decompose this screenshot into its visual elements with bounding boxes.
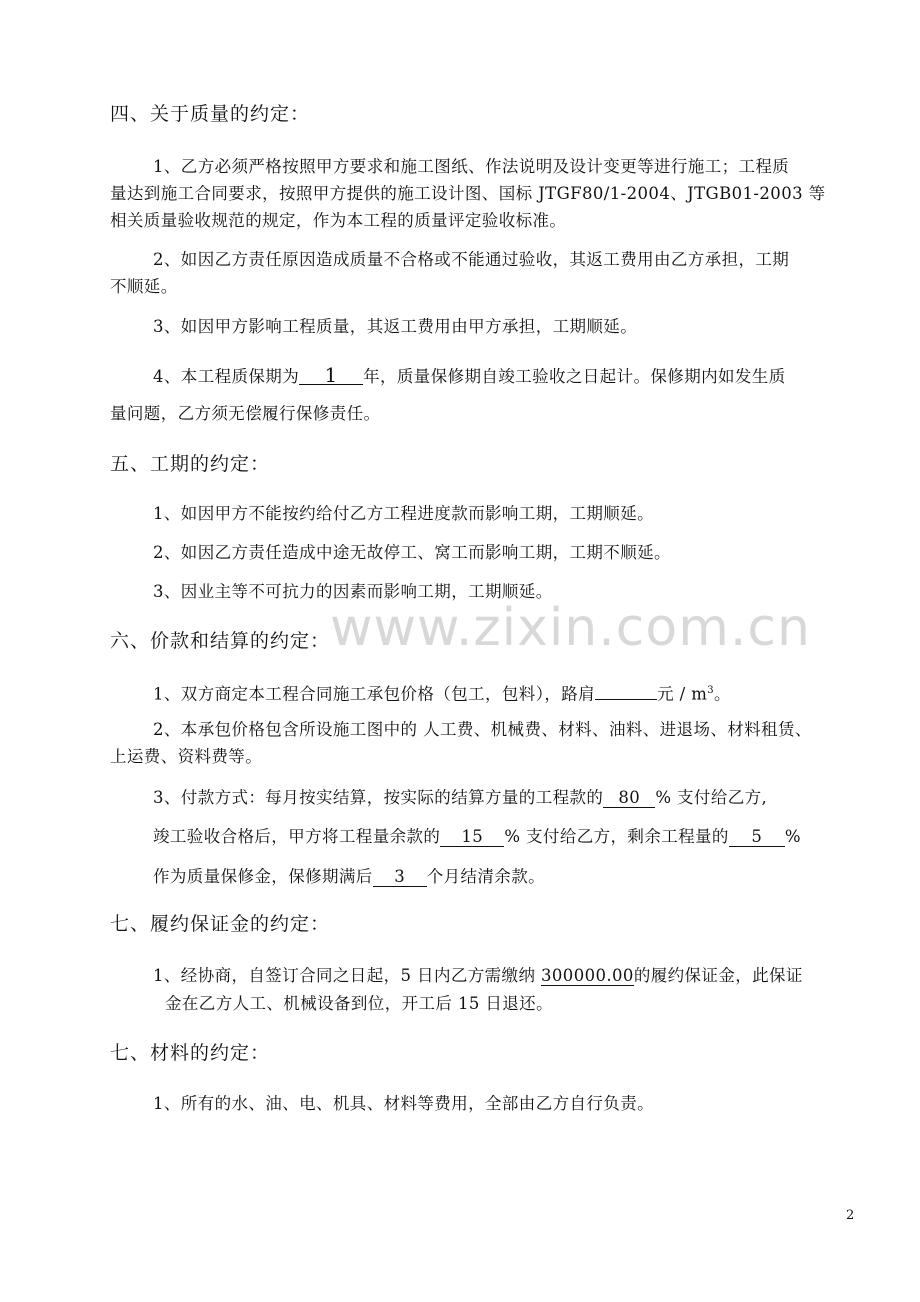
s6-p3-l2-pre: 竣工验收合格后，甲方将工程量余款的 [153, 827, 441, 846]
s7a-p1-line2: 金在乙方人工、机械设备到位，开工后 15 日退还。 [165, 994, 553, 1013]
retention-pct-field: 5 [729, 828, 785, 847]
s5-p2: 2、如因乙方责任造成中途无故停工、窝工而影响工期，工期不顺延。 [153, 543, 671, 562]
s5-p1: 1、如因甲方不能按约给付乙方工程进度款而影响工期，工期顺延。 [153, 504, 654, 523]
s6-p2-line1: 2、本承包价格包含所设施工图中的 人工费、机械费、材料、油料、进退场、材料租赁、 [153, 720, 812, 739]
page-number: 2 [846, 1208, 855, 1223]
s4-p4-line1 [153, 363, 786, 388]
s4-p2-line1: 2、如因乙方责任原因造成质量不合格或不能通过验收，其返工费用由乙方承担，工期 [153, 250, 790, 269]
s4-p3: 3、如因甲方影响工程质量，其返工费用由甲方承担，工期顺延。 [153, 317, 638, 336]
s4-p4-post: 年，质量保修期自竣工验收之日起计。保修期内如发生质 [363, 367, 786, 386]
s7a-p1-pre: 1、经协商，自签订合同之日起，5 日内乙方需缴纳 [153, 966, 541, 985]
section-5-heading: 五、工期的约定： [110, 453, 271, 475]
s7a-p1-line1 [153, 965, 803, 987]
s6-p3-pre: 3、付款方式：每月按实结算，按实际的结算方量的工程款的 [153, 788, 604, 807]
section-7-bond-heading: 七、履约保证金的约定： [110, 913, 331, 935]
s6-p3-line3 [153, 866, 545, 888]
s6-p3-l3-pre: 作为质量保修金，保修期满后 [153, 867, 373, 886]
s4-p1-line1: 1、乙方必须严格按照甲方要求和施工图纸、作法说明及设计变更等进行施工；工程质 [153, 157, 790, 176]
s7a-p1-post: 的履约保证金，此保证 [633, 966, 803, 985]
monthly-payment-pct-field: 80 [603, 789, 655, 808]
s7b-p1: 1、所有的水、油、电、机具、材料等费用，全部由乙方自行负责。 [153, 1094, 654, 1113]
watermark: www.zixin.com.cn [330, 598, 811, 658]
s6-p3-l3-end: 个月结清余款。 [426, 867, 546, 886]
section-7-materials-heading: 七、材料的约定： [110, 1042, 271, 1064]
section-4-heading: 四、关于质量的约定： [110, 103, 311, 125]
s4-p1-line2: 量达到施工合同要求，按照甲方提供的施工设计图、国标 JTGF80/1-2004、JTGB01-2003 等 [110, 184, 826, 203]
s5-p3: 3、因业主等不可抗力的因素而影响工期，工期顺延。 [153, 582, 553, 601]
shoulder-price-field [595, 699, 657, 700]
settlement-months-field: 3 [373, 868, 427, 887]
s6-p3-l2-mid: % 支付给乙方，剩余工程量的 [504, 827, 729, 846]
bond-amount-field: 300000.00 [541, 966, 634, 985]
s4-p2-line2: 不顺延。 [110, 277, 178, 296]
s4-p4-line2: 量问题，乙方须无偿履行保修责任。 [110, 404, 381, 423]
s6-p3-mid: % 支付给乙方, [655, 788, 768, 807]
s6-p3-line2 [153, 826, 801, 848]
s6-p3-l2-end: % [784, 827, 801, 846]
s6-p1-sup: 3 [707, 685, 715, 696]
s6-p2-line2: 上运费、资料费等。 [110, 747, 263, 766]
warranty-years-field: 1 [299, 366, 363, 385]
section-6-heading: 六、价款和结算的约定： [110, 630, 331, 652]
s6-p1-unit: 元 / m [657, 684, 708, 704]
s6-p1 [153, 680, 731, 706]
s4-p4-pre: 4、本工程质保期为 [153, 367, 300, 386]
completion-payment-pct-field: 15 [440, 828, 504, 847]
s6-p1-end: 。 [714, 684, 731, 704]
s6-p3-line1 [153, 787, 767, 809]
s6-p1-pre: 1、双方商定本工程合同施工承包价格（包工，包料），路肩 [153, 684, 596, 704]
s4-p1-line3: 相关质量验收规范的规定，作为本工程的质量评定验收标准。 [110, 211, 567, 230]
